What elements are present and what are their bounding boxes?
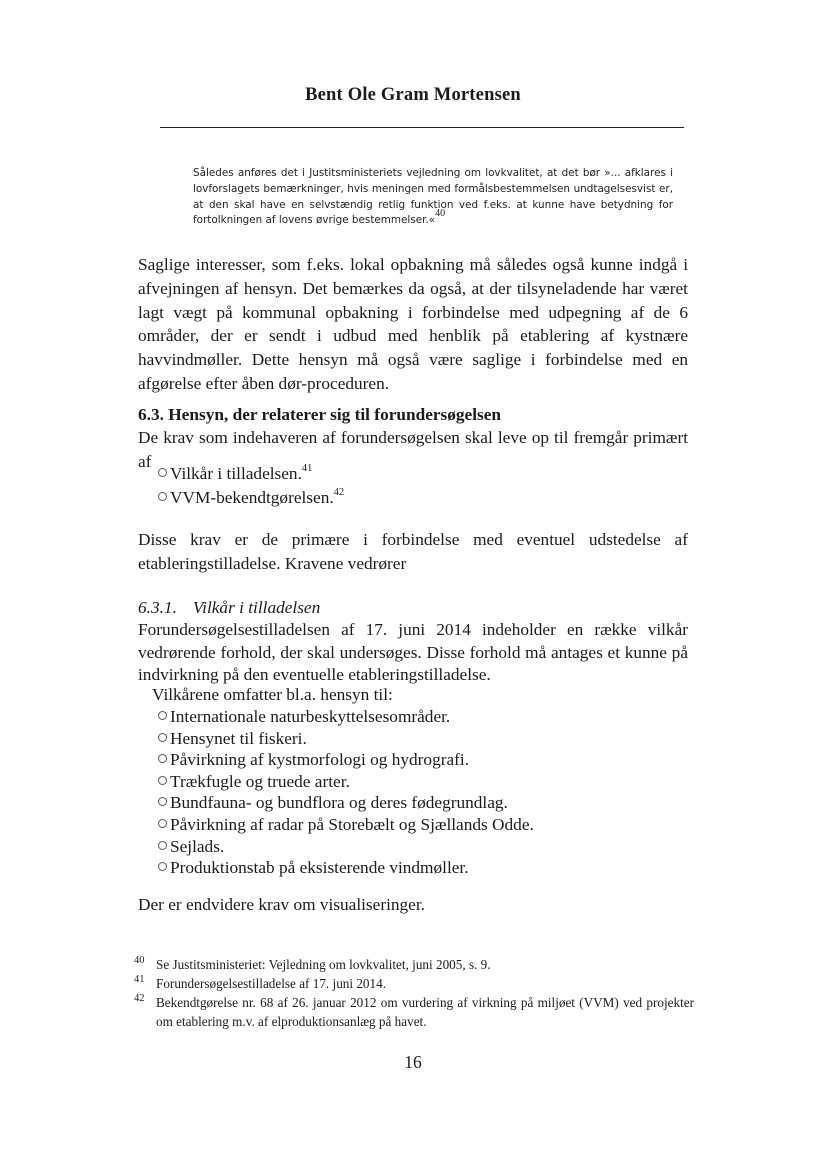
footnote-ref-41[interactable]: 41 [301, 463, 313, 474]
footnote-ref-42[interactable]: 42 [333, 487, 345, 498]
list-item: Trækfugle og truede arter. [158, 771, 534, 793]
section-6-3-1-text: Forundersøgelsestilladelsen af 17. juni 2014 indeholder en række vilkår vedrørende forhold, der skal undersøges. Disse forhold må antages et kunne på indvirkning på den eventuelle etableringstilladelse. [138, 620, 688, 684]
bullet-icon [158, 754, 167, 763]
bullet-icon [158, 776, 167, 785]
section-heading-6-3-1 [138, 598, 320, 618]
footnote-41 [134, 974, 694, 993]
section-heading-6-3: 6.3. Hensyn, der relaterer sig til forundersøgelsen [138, 405, 502, 424]
conditions-list [158, 706, 534, 879]
footnote-ref-40[interactable]: 40 [435, 208, 446, 220]
footnote-text: Bekendtgørelse nr. 68 af 26. januar 2012 om vurdering af virkning på miljøet (VVM) ved projekter om etablering m.v. af elproduktionsanlæg på havet. [156, 995, 694, 1029]
bullet-icon [158, 862, 167, 871]
footnotes [134, 955, 694, 1031]
footnote-text: Se Justitsministeriet: Vejledning om lovkvalitet, juni 2005, s. 9. [156, 957, 491, 972]
list-item: Vilkår i tilladelsen.$^{41}$ [158, 462, 344, 486]
footnote-40 [134, 955, 694, 974]
list-item: Produktionstab på eksisterende vindmøller. [158, 857, 534, 879]
list-item: Sejlads. [158, 836, 534, 858]
footnote-text: Forundersøgelsestilladelse af 17. juni 2014. [156, 976, 387, 991]
list-item: Påvirkning af kystmorfologi og hydrografi. [158, 749, 534, 771]
footnote-number: 41 [134, 974, 145, 985]
bullet-icon [158, 797, 167, 806]
list-item: Hensynet til fiskeri. [158, 728, 534, 750]
block-quote-text: Således anføres det i Justitsministeriets vejledning om lovkvalitet, at det bør »... afklares i lovforslagets bemærkninger, hvis meningen med formålsbestemmelsen undtagelsesvist er, at den skal have en selvstændig retlig funktion ved f.eks. at kunne have betydning for fortolkningen af lovens øvrige bestemmelser.« [193, 167, 673, 227]
paragraph-disse-krav: Disse krav er de primære i forbindelse med eventuel udstedelse af etableringstilladelse. Kravene vedrører [138, 530, 688, 573]
footnote-42 [134, 993, 694, 1031]
paragraph-visualiseringer: Der er endvidere krav om visualiseringer. [138, 895, 425, 914]
list-item: VVM-bekendtgørelsen.$^{42}$ [158, 486, 344, 510]
running-head: Bent Ole Gram Mortensen [305, 85, 521, 105]
requirements-list [158, 462, 344, 510]
bullet-icon [158, 819, 167, 828]
paragraph-saglige-interesser: Saglige interesser, som f.eks. lokal opbakning må således også kunne indgå i afvejningen af hensyn. Det bemærkes da også, at der tilsyneladende har været lagt vægt på kommunal opbakning i forbindelse med udpegning af de 6 områder, der er sendt i udbud med henblik på etablering af kystnære havvindmøller. Dette hensyn må også være saglige i forbindelse med en afgørelse efter åben dør-proceduren. [138, 255, 688, 393]
list-item: Internationale naturbeskyttelsesområder. [158, 706, 534, 728]
bullet-icon [158, 468, 167, 477]
footnote-number: 40 [134, 955, 145, 966]
page-number: 16 [404, 1052, 422, 1072]
footnote-number: 42 [134, 993, 145, 1004]
list-intro: Vilkårene omfatter bl.a. hensyn til: [152, 685, 393, 704]
list-item: Påvirkning af radar på Storebælt og Sjællands Odde. [158, 814, 534, 836]
bullet-icon [158, 841, 167, 850]
section-title: Vilkår i tilladelsen [192, 598, 321, 617]
section-number: 6.3.1. [138, 598, 177, 617]
header-rule [160, 127, 684, 128]
list-item: Bundfauna- og bundflora og deres fødegrundlag. [158, 792, 534, 814]
block-quote [193, 166, 673, 229]
bullet-icon [158, 711, 167, 720]
bullet-icon [158, 733, 167, 742]
bullet-icon [158, 492, 167, 501]
section-6-3-text: De krav som indehaveren af forundersøgelsen skal leve op til fremgår primært af [138, 428, 688, 471]
